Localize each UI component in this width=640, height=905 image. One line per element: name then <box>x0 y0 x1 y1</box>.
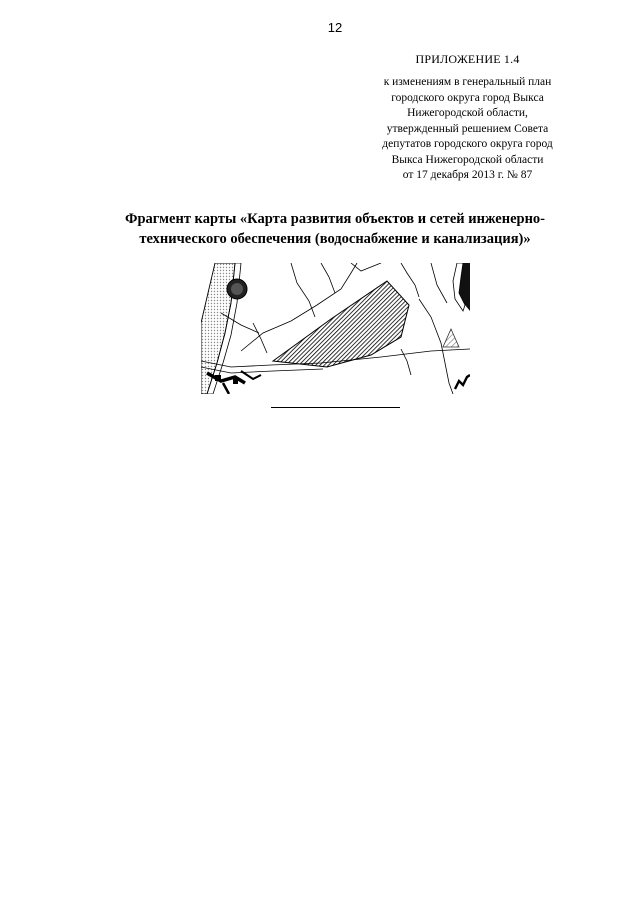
appendix-line: депутатов городского округа город <box>382 138 553 150</box>
appendix-line: от 17 декабря 2013 г. № 87 <box>402 169 533 181</box>
page-number: 12 <box>327 20 343 35</box>
document-heading <box>60 209 610 249</box>
appendix-line: Выкса Нижегородской области <box>391 153 544 166</box>
appendix-title: ПРИЛОЖЕНИЕ 1.4 <box>415 52 520 66</box>
triangle-marker-icon <box>443 329 459 347</box>
right-edge-feature <box>453 263 470 389</box>
map-fragment <box>201 263 470 394</box>
separator-line <box>271 407 400 408</box>
road-junction <box>207 371 261 394</box>
facility-circle-icon <box>227 279 247 299</box>
heading-line: Фрагмент карты «Карта развития объектов и сетей инженерно- <box>124 211 546 227</box>
appendix-line: утвержденный решением Совета <box>386 122 549 135</box>
appendix-line: Нижегородской области, <box>407 107 528 119</box>
appendix-line: к изменениям в генеральный план <box>383 76 552 88</box>
hatched-development-zone <box>273 281 409 367</box>
appendix-line: городского округа город Выкса <box>391 91 544 104</box>
map-image <box>201 263 470 394</box>
heading-line: технического обеспечения (водоснабжение и канализация)» <box>139 231 531 247</box>
appendix-text <box>360 75 575 184</box>
